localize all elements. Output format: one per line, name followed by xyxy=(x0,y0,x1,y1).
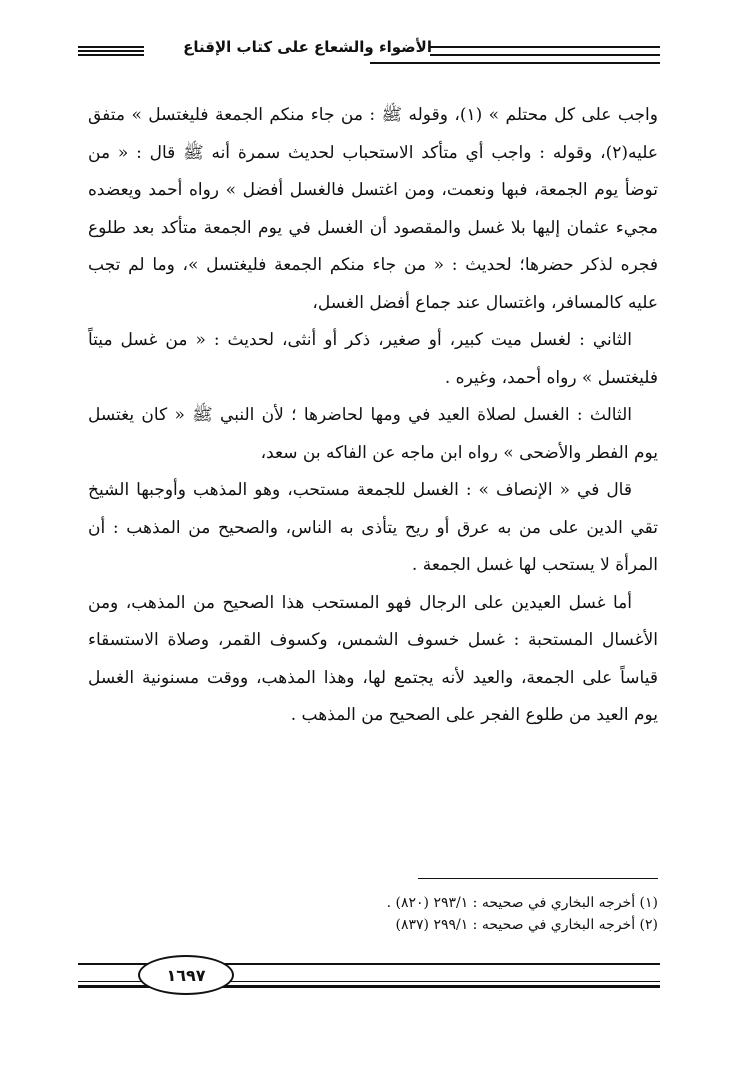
header-rule-right xyxy=(430,46,660,56)
paragraph-3: الثالث : الغسل لصلاة العيد في ومها لحاضرها ؛ لأن النبي ﷺ « كان يغتسل يوم الفطر والأضحى » رواه ابن ماجه عن الفاكه بن سعد، xyxy=(88,405,658,463)
footnote-2: (٢) أخرجه البخاري في صحيحه : ٢٩٩/١ (٨٣٧) xyxy=(395,917,658,933)
page-number-badge xyxy=(138,955,234,995)
header-rule-left xyxy=(78,46,144,56)
page-footer xyxy=(78,955,660,1005)
page-header xyxy=(78,32,660,72)
paragraph-2: الثاني : لغسل ميت كبير، أو صغير، ذكر أو أنثى، لحديث : « من غسل ميتاً فليغتسل » رواه أحمد، وغيره . xyxy=(88,330,658,388)
running-title: الأضواء والشعاع على كتاب الإقناع xyxy=(183,38,432,56)
footnote-separator xyxy=(418,878,658,879)
paragraph-4: قال في « الإنصاف » : الغسل للجمعة مستحب، وهو المذهب وأوجبها الشيخ تقي الدين على من به عرق أو ريح يتأذى به الناس، والصحيح من المذهب : أن المرأة لا يستحب لها غسل الجمعة . xyxy=(88,480,658,575)
header-underline xyxy=(370,62,660,64)
page-number: ١٦٩٧ xyxy=(166,965,206,985)
main-text xyxy=(88,97,658,735)
footnote-1: (١) أخرجه البخاري في صحيحه : ٢٩٣/١ (٨٢٠) . xyxy=(386,895,658,911)
footnotes xyxy=(230,892,658,936)
paragraph-1: واجب على كل محتلم » (١)، وقوله ﷺ : من جاء منكم الجمعة فليغتسل » متفق عليه(٢)، وقوله : واجب أي متأكد الاستحباب لحديث سمرة أنه ﷺ قال : « من توضأ يوم الجمعة، فبها ونعمت، ومن اغتسل فالغسل أفضل » رواه أحمد ويعضده مجيء عثمان إليها بلا غسل والمقصود أن الغسل في يوم الجمعة متأكد بعد طلوع فجره لذكر حضرها؛ لحديث : « من جاء منكم الجمعة فليغتسل »، وما لم تجب عليه كالمسافر، واغتسال عند جماع أفضل الغسل، xyxy=(88,105,658,313)
paragraph-5: أما غسل العيدين على الرجال فهو المستحب هذا الصحيح من المذهب، ومن الأغسال المستحبة : غسل خسوف الشمس، وكسوف القمر، وصلاة الاستسقاء قياساً على الجمعة، والعيد لأنه يجتمع لها، وهذا المذهب، ووقت مسنونية الغسل يوم العيد من طلوع الفجر على الصحيح من المذهب . xyxy=(88,592,658,725)
